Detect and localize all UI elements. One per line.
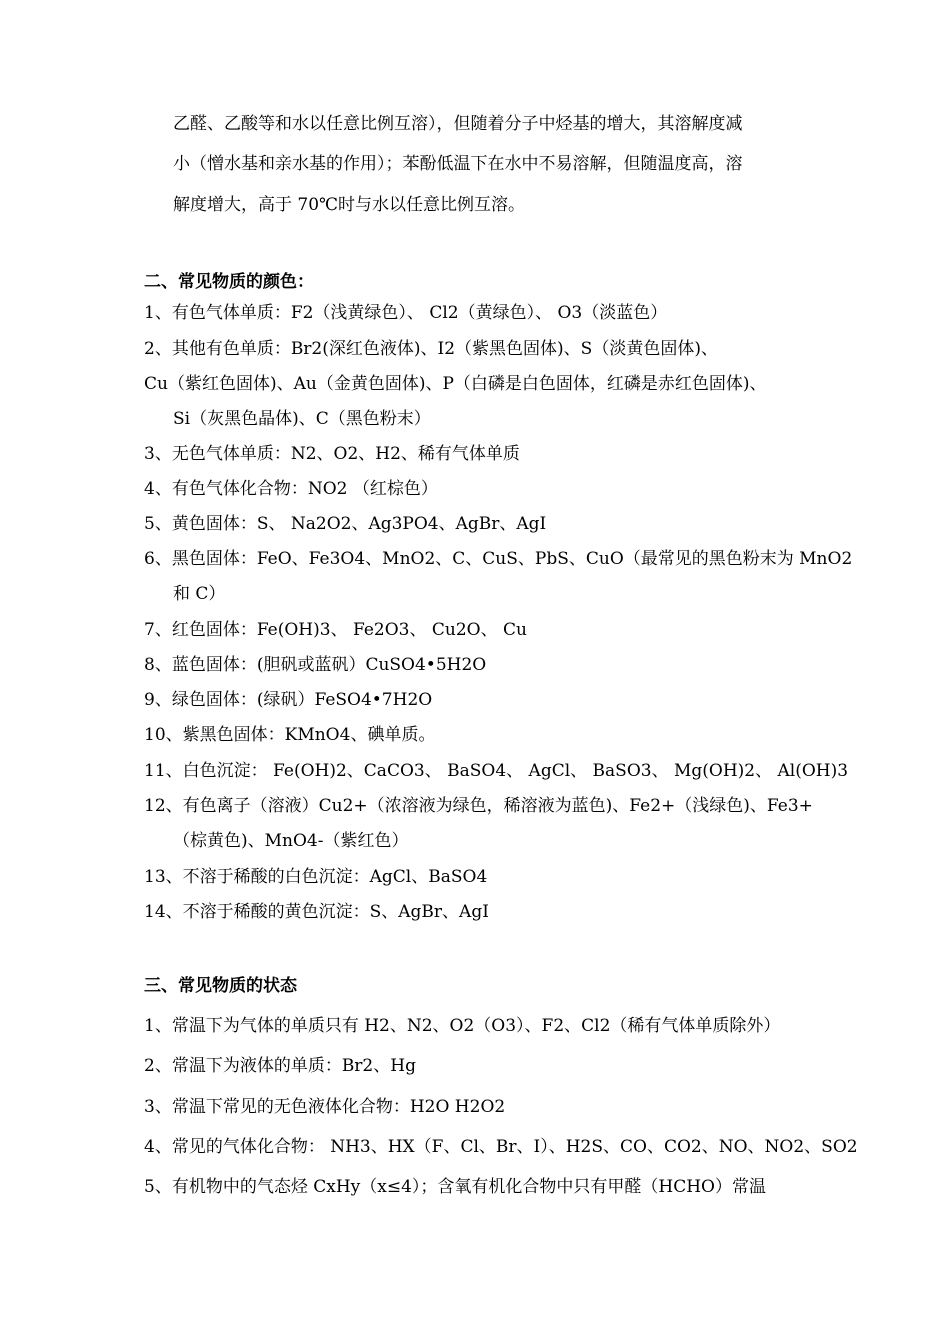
section2-line-7: 5、黄色固体：S、 Na2O2、Ag3PO4、AgBr、AgI — [144, 514, 547, 534]
section2-line-9: 和 C） — [173, 584, 226, 604]
section2-line-17: 13、不溶于稀酸的白色沉淀：AgCl、BaSO4 — [144, 867, 488, 887]
intro-line-3: 解度增大，高于 70℃时与水以任意比例互溶。 — [173, 195, 526, 215]
section3-line-3: 3、常温下常见的无色液体化合物：H2O H2O2 — [144, 1097, 506, 1117]
section2-line-13: 10、紫黑色固体：KMnO4、碘单质。 — [144, 725, 436, 745]
section2-line-11: 8、蓝色固体：(胆矾或蓝矾）CuSO4•5H2O — [144, 655, 487, 675]
section2-line-4: Si（灰黑色晶体)、C（黑色粉末） — [173, 409, 431, 429]
section2-line-12: 9、绿色固体：(绿矾）FeSO4•7H2O — [144, 690, 433, 710]
section2-line-18: 14、不溶于稀酸的黄色沉淀：S、AgBr、AgI — [144, 902, 489, 922]
section3-heading: 三、常见物质的状态 — [144, 976, 297, 996]
section2-line-10: 7、红色固体：Fe(OH)3、 Fe2O3、 Cu2O、 Cu — [144, 620, 527, 640]
section2-heading: 二、常见物质的颜色： — [144, 272, 314, 292]
section2-line-3: Cu（紫红色固体)、Au（金黄色固体)、P（白磷是白色固体，红磷是赤红色固体)、 — [144, 374, 767, 394]
section3-line-4: 4、常见的气体化合物： NH3、HX（F、Cl、Br、I）、H2S、CO、CO2、NO、NO2、SO2 — [144, 1137, 858, 1157]
section2-line-5: 3、无色气体单质：N2、O2、H2、稀有气体单质 — [144, 444, 520, 464]
section3-line-5: 5、有机物中的气态烃 CxHy（x≤4）；含氧有机化合物中只有甲醛（HCHO）常温 — [144, 1177, 766, 1197]
section2-line-16: （棕黄色)、MnO4-（紫红色） — [173, 831, 409, 851]
intro-line-2: 小（憎水基和亲水基的作用）；苯酚低温下在水中不易溶解，但随温度高，溶 — [173, 154, 743, 174]
section2-line-1: 1、有色气体单质：F2（浅黄绿色）、 Cl2（黄绿色）、 O3（淡蓝色） — [144, 303, 668, 323]
section2-line-14: 11、白色沉淀： Fe(OH)2、CaCO3、 BaSO4、 AgCl、 BaSO3、 Mg(OH)2、 Al(OH)3 — [144, 761, 849, 781]
section2-line-2: 2、其他有色单质：Br2(深红色液体)、I2（紫黑色固体)、S（淡黄色固体)、 — [144, 339, 718, 359]
section3-line-2: 2、常温下为液体的单质：Br2、Hg — [144, 1056, 416, 1076]
section2-line-8: 6、黑色固体：FeO、Fe3O4、MnO2、C、CuS、PbS、CuO（最常见的黑色粉末为 MnO2 — [144, 549, 853, 569]
intro-line-1: 乙醛、乙酸等和水以任意比例互溶），但随着分子中烃基的增大，其溶解度减 — [173, 114, 743, 134]
section2-line-6: 4、有色气体化合物：NO2 （红棕色） — [144, 479, 438, 499]
section2-line-15: 12、有色离子（溶液）Cu2+（浓溶液为绿色，稀溶液为蓝色)、Fe2+（浅绿色)、Fe3+ — [144, 796, 813, 816]
section3-line-1: 1、常温下为气体的单质只有 H2、N2、O2（O3）、F2、Cl2（稀有气体单质除外） — [144, 1016, 781, 1036]
